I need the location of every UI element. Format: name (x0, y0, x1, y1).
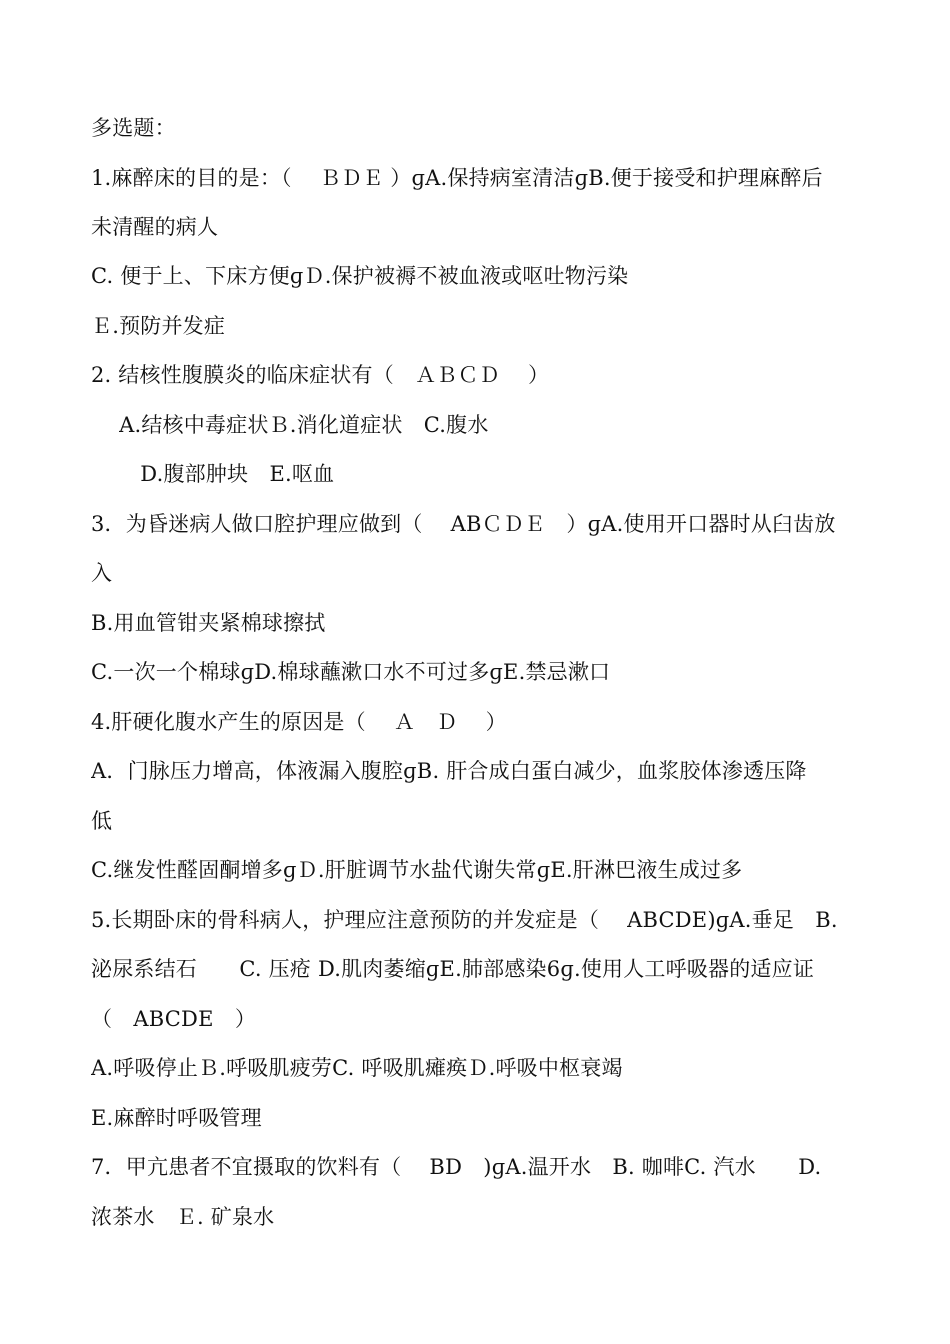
question-3-stem: 3．为昏迷病人做口腔护理应做到（ ABＣＤＥ ）ɡA.使用开口器时从臼齿放 (91, 512, 836, 536)
question-3-continuation: 入 (91, 561, 113, 585)
question-4-options-cde: C.继发性醛固酮增多ɡＤ.肝脏调节水盐代谢失常ɡE.肝淋巴液生成过多 (91, 858, 743, 882)
question-4-continuation: 低 (91, 809, 113, 833)
question-2-options-de: D.腹部肿块 E.呕血 (91, 462, 335, 486)
question-1-options-cd: C. 便于上、下床方便ɡＤ.保护被褥不被血液或呕吐物污染 (91, 264, 629, 288)
question-6-answer: （ ABCDE ） (91, 1007, 257, 1031)
question-1-option-e: Ｅ.预防并发症 (91, 314, 226, 338)
question-7-stem: 7．甲亢患者不宜摄取的饮料有（ BD )ɡA.温开水 B. 咖啡C. 汽水 D. (91, 1155, 822, 1179)
question-1-continuation: 未清醒的病人 (91, 215, 219, 239)
section-heading: 多选题： (91, 116, 176, 140)
question-4-stem: 4.肝硬化腹水产生的原因是（ Ａ Ｄ ） (91, 710, 507, 734)
question-4-options-ab: A．门脉压力增高，体液漏入腹腔ɡB. 肝合成白蛋白减少，血浆胶体渗透压降 (91, 759, 807, 783)
question-5-stem: 5.长期卧床的骨科病人，护理应注意预防的并发症是（ ABCDE)ɡA.垂足 B. (91, 908, 838, 932)
question-5-options-and-question-6-stem: 泌尿系结石 C. 压疮 D.肌肉萎缩ɡE.肺部感染6ɡ.使用人工呼吸器的适应证 (91, 957, 815, 981)
question-2-stem: 2. 结核性腹膜炎的临床症状有（ ＡＢＣＤ ） (91, 363, 550, 387)
question-3-options-cde: C.一次一个棉球ɡD.棉球蘸漱口水不可过多ɡE.禁忌漱口 (91, 660, 611, 684)
question-1-stem: 1.麻醉床的目的是：（ ＢＤＥ ）ɡA.保持病室清洁ɡB.便于接受和护理麻醉后 (91, 166, 823, 190)
question-7-options-de: 浓茶水 Ｅ. 矿泉水 (91, 1205, 275, 1229)
question-6-option-e: E.麻醉时呼吸管理 (91, 1106, 262, 1130)
question-2-options-abc: A.结核中毒症状Ｂ.消化道症状 C.腹水 (91, 413, 489, 437)
question-6-options-abcd: A.呼吸停止Ｂ.呼吸肌疲劳C. 呼吸肌瘫痪Ｄ.呼吸中枢衰竭 (91, 1056, 623, 1080)
question-3-option-b: B.用血管钳夹紧棉球擦拭 (91, 611, 326, 635)
